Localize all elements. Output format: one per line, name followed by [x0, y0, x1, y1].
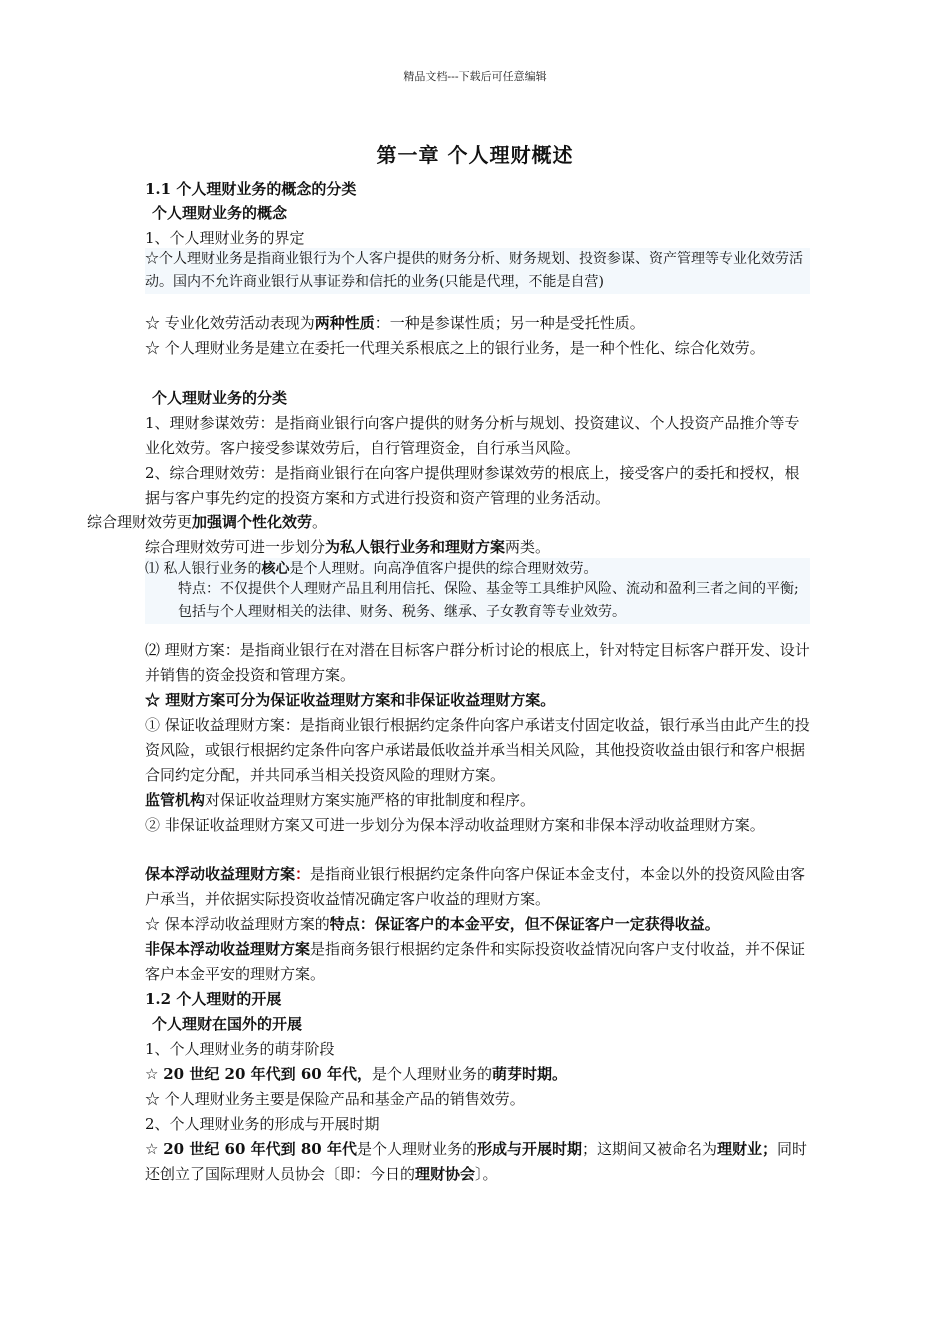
subsection-classification-heading: 个人理财业务的分类: [152, 389, 288, 407]
section-1-2-heading: 1.2 个人理财的开展: [145, 990, 282, 1008]
page-header: 精品文档---下载后可任意编辑: [403, 70, 547, 83]
paragraph-two-natures: ☆ 专业化效劳活动表现为两种性质：一种是参谋性质；另一种是受托性质。: [145, 314, 645, 332]
paragraph-plan-types: ☆ 理财方案可分为保证收益理财方案和非保证收益理财方案。: [145, 691, 556, 709]
paragraph-private-banking: ⑴ 私人银行业务的核心是个人理财。向高净值客户提供的综合理财效劳。: [145, 558, 810, 581]
paragraph-comprehensive-service: 2、综合理财效劳：是指商业银行在向客户提供理财参谋效劳的根底上，接受客户的委托和授权，根据与客户事先约定的投资方案和方式进行投资和资产管理的业务活动。: [145, 464, 800, 507]
paragraph-principal-protected-features: ☆ 保本浮动收益理财方案的特点：保证客户的本金平安，但不保证客户一定获得收益。: [145, 915, 720, 933]
paragraph-principal-protected: 保本浮动收益理财方案：是指商业银行根据约定条件向客户保证本金支付，本金以外的投资风险由客户承当，并依据实际投资收益情况确定客户收益的理财方案。: [145, 865, 806, 908]
paragraph-private-banking-features: 特点：不仅提供个人理财产品且利用信托、保险、基金等工具维护风险、流动和盈利三者之间的平衡;包括与个人理财相关的法律、财务、税务、继承、子女教育等专业效劳。: [145, 578, 810, 624]
paragraph-definition: ☆个人理财业务是指商业银行为个人客户提供的财务分析、财务规划、投资参谋、资产管理等专业化效劳活动。国内不允许商业银行从事证券和信托的业务(只能是代理，不能是自营): [145, 248, 810, 294]
paragraph-embryonic-services: ☆ 个人理财业务主要是保险产品和基金产品的销售效劳。: [145, 1090, 525, 1108]
paragraph-personalization: 综合理财效劳更加强调个性化效劳。: [87, 513, 328, 531]
paragraph-formation-stage-label: 2、个人理财业务的形成与开展时期: [145, 1115, 380, 1133]
section-1-1-heading: 1.1 个人理财业务的概念的分类: [145, 180, 357, 198]
paragraph-financial-plan: ⑵ 理财方案：是指商业银行在对潜在目标客户群分析讨论的根底上，针对特定目标客户群开发、设计并销售的资金投资和管理方案。: [145, 641, 810, 684]
paragraph-agency: ☆ 个人理财业务是建立在委托一代理关系根底之上的银行业务，是一种个性化、综合化效劳。: [145, 339, 765, 357]
paragraph-non-guaranteed-plan: ② 非保证收益理财方案又可进一步划分为保本浮动收益理财方案和非保本浮动收益理财方案。: [145, 816, 765, 834]
paragraph-regulator: 监管机构对保证收益理财方案实施严格的审批制度和程序。: [145, 791, 536, 809]
paragraph-advisory-service: 1、理财参谋效劳：是指商业银行向客户提供的财务分析与规划、投资建议、个人投资产品推介等专业化效劳。客户接受参谋效劳后，自行管理资金，自行承当风险。: [145, 414, 800, 457]
paragraph-non-principal-protected: 非保本浮动收益理财方案是指商务银行根据约定条件和实际投资收益情况向客户支付收益，并不保证客户本金平安的理财方案。: [145, 940, 806, 983]
paragraph-formation-period: ☆ 20 世纪 60 年代到 80 年代是个人理财业务的形成与开展时期；这期间又被命名为理财业；同时还创立了国际理财人员协会〔即：今日的理财协会〕。: [145, 1140, 808, 1183]
subsection-concept-heading: 个人理财业务的概念: [152, 204, 288, 222]
paragraph-definition-label: 1、个人理财业务的界定: [145, 229, 305, 247]
paragraph-two-types: 综合理财效劳可进一步划分为私人银行业务和理财方案两类。: [145, 538, 551, 556]
page-title: 第一章 个人理财概述: [376, 143, 574, 167]
paragraph-guaranteed-plan: ① 保证收益理财方案：是指商业银行根据约定条件向客户承诺支付固定收益，银行承当由此产生的投资风险，或银行根据约定条件向客户承诺最低收益并承当相关风险，其他投资收益由银行和客户根据合同约定分配，并共同承当相关投资风险的理财方案。: [145, 716, 810, 784]
paragraph-embryonic-period: ☆ 20 世纪 20 年代到 60 年代，是个人理财业务的萌芽时期。: [145, 1065, 567, 1083]
subsection-abroad-heading: 个人理财在国外的开展: [152, 1015, 303, 1033]
paragraph-embryonic-stage-label: 1、个人理财业务的萌芽阶段: [145, 1040, 335, 1058]
